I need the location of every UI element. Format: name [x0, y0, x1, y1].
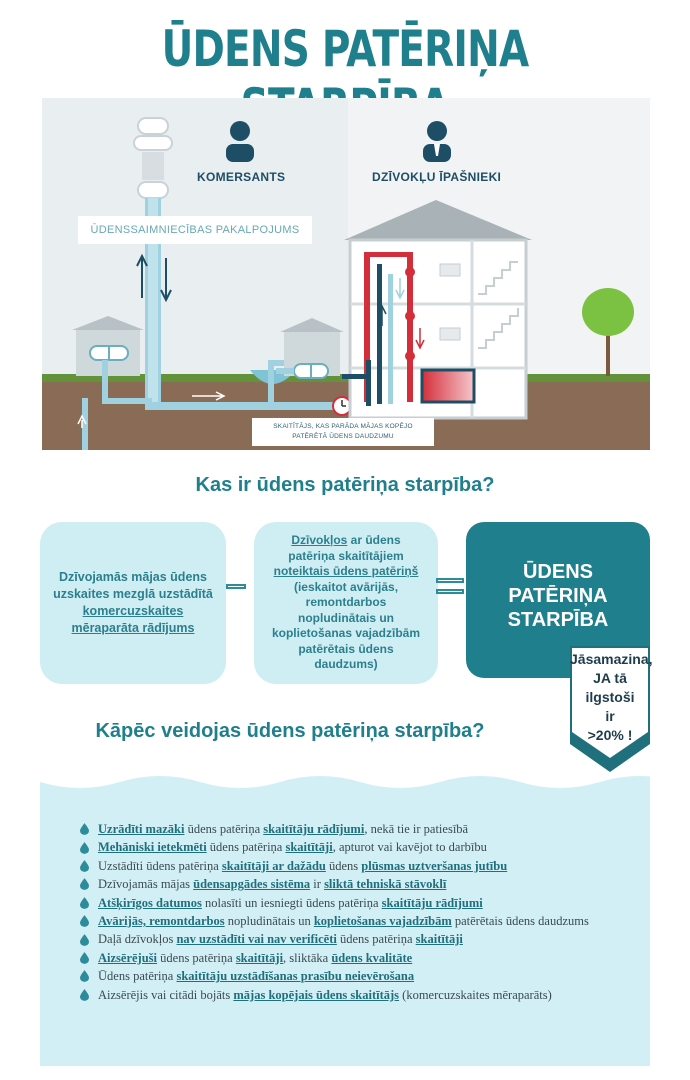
question-why: Kāpēc veidojas ūdens patēriņa starpība? [95, 720, 485, 742]
warning-line: JA tā ilgstoši [585, 670, 635, 705]
reason-text: , sliktāka [283, 950, 332, 965]
reason-item [80, 912, 589, 930]
reason-text: ūdens patēriņa [206, 840, 286, 855]
reason-highlight: skaitītāji [285, 840, 333, 855]
reason-highlight: ūdens kvalitāte [331, 950, 413, 965]
water-drop-icon [80, 934, 89, 946]
warning-text [570, 650, 653, 745]
reason-text: Ūdens patēriņa [98, 969, 177, 984]
reason-text: nolasīti un iesniegti ūdens patēriņa [201, 895, 382, 910]
reason-highlight: Avārijās, remontdarbos [98, 914, 225, 929]
water-drop-icon [80, 860, 89, 872]
reason-text: ūdens patēriņa [184, 822, 264, 836]
reason-text: ūdens patēriņa [336, 932, 416, 947]
water-drop-icon [80, 823, 89, 835]
reason-item [80, 894, 589, 912]
water-drop-icon [80, 970, 89, 982]
reason-text: Aizsērējis vai citādi bojāts [98, 987, 234, 1002]
reason-item [80, 949, 589, 967]
meter-caption [252, 418, 434, 446]
reason-text: Uzstādīti ūdens patēriņa [98, 858, 222, 873]
box-text: ar ūdens [347, 533, 401, 548]
reason-highlight: plūsmas uztveršanas jutību [361, 858, 508, 873]
reason-highlight: skaitītāju rādījumi [263, 822, 365, 836]
water-drop-icon [80, 897, 89, 909]
warning-line: ir [605, 708, 615, 724]
label-apartment-owners: DZĪVOKĻU ĪPAŠNIEKI [372, 170, 502, 184]
scene-illustration [42, 98, 650, 450]
apartment-consumption-box [254, 522, 438, 684]
water-service-label: ŪDENSSAIMNIECĪBAS PAKALPOJUMS [78, 216, 312, 244]
reason-highlight: nav uzstādīti vai nav verificēti [176, 932, 337, 947]
reasons-list [80, 820, 589, 1004]
box-text: koplietošanas vajadzībām [271, 626, 421, 641]
reason-highlight: Mehāniski ietekmēti [98, 840, 207, 855]
reason-text: ir [310, 877, 325, 892]
water-drop-icon [80, 989, 89, 1001]
reason-highlight: mājas kopējais ūdens skaitītājs [233, 987, 400, 1002]
reason-highlight: skaitītāji ar dažādu [221, 858, 326, 873]
meter-reading-box [40, 522, 226, 684]
reason-highlight: skaitītāji [415, 932, 463, 947]
reason-highlight: skaitītāju uzstādīšanas prasību neievērošana [176, 969, 415, 984]
box-text-highlight: noteiktais ūdens patēriņš [273, 564, 419, 579]
box-text: nopludinātais un [298, 610, 394, 625]
reason-highlight: skaitītāju rādījumi [381, 895, 483, 910]
box-text: uzskaites mezglā uzstādītā [53, 587, 213, 601]
reason-text: nopludinātais un [224, 914, 314, 929]
warning-line: Jāsamazina, [570, 651, 653, 667]
result-text: PATĒRIŅA [508, 585, 608, 607]
water-drop-icon [80, 915, 89, 927]
reason-text: patērētais ūdens daudzums [451, 914, 589, 929]
reason-highlight: koplietošanas vajadzībām [313, 914, 452, 929]
reason-item [80, 838, 589, 856]
label-komersants: KOMERSANTS [197, 170, 286, 184]
warning-line: >20% ! [587, 727, 633, 743]
reason-item [80, 967, 589, 985]
reason-highlight: Uzrādīti mazāki [98, 822, 185, 836]
reason-text: , nekā tie ir patiesībā [364, 822, 469, 836]
reason-item [80, 875, 589, 893]
meter-caption-line: PATĒRĒTĀ ŪDENS DAUDZUMU [292, 433, 394, 440]
reason-item [80, 930, 589, 948]
reason-highlight: ūdensapgādes sistēma [193, 877, 311, 892]
water-drop-icon [80, 878, 89, 890]
water-supply-scene [42, 98, 650, 450]
result-text: STARPĪBA [507, 609, 609, 631]
box-text: daudzums) [314, 657, 378, 672]
reasons-panel [40, 772, 650, 1066]
box-text: Dzīvojamās mājas ūdens [59, 570, 207, 584]
box-text-highlight: mēraparāta rādījums [71, 621, 195, 635]
reason-highlight: skaitītāji [235, 950, 284, 965]
box-text: patēriņa skaitītājiem [288, 548, 404, 563]
page-title: ŪDENS PATĒRIŅA [161, 20, 529, 78]
reason-highlight: Atšķirīgos datumos [98, 895, 202, 910]
water-drop-icon [80, 842, 89, 854]
wave-decoration [40, 772, 650, 812]
result-text: ŪDENS [522, 561, 593, 583]
reason-text: ūdens patēriņa [157, 950, 236, 965]
box-text: remontdarbos [305, 595, 387, 610]
reason-text: Daļā dzīvokļos [98, 932, 177, 947]
reason-text: Dzīvojamās mājas [98, 877, 194, 892]
reason-highlight: sliktā tehniskā stāvoklī [324, 877, 447, 892]
box-text-highlight: komercuzskaites [82, 604, 184, 618]
box-text: (ieskaitot avārijās, [293, 579, 399, 594]
reason-highlight: Aizsērējuši [98, 950, 158, 965]
question-what-is: Kas ir ūdens patēriņa starpība? [195, 474, 495, 496]
reason-item [80, 986, 589, 1004]
reason-text: (komercuzskaites mēraparāts) [399, 987, 552, 1002]
apartment-house [342, 200, 532, 418]
box-text: patērētais ūdens [298, 641, 394, 656]
meter-caption-line: SKAITĪTĀJS, KAS PARĀDA MĀJAS KOPĒJO [273, 423, 413, 430]
reason-item [80, 857, 589, 875]
reason-text: ūdens [325, 858, 362, 873]
reason-item [80, 820, 589, 838]
water-drop-icon [80, 952, 89, 964]
reason-text: , apturot vai kavējot to darbību [332, 840, 487, 855]
box-text-highlight: Dzīvokļos [291, 533, 348, 548]
